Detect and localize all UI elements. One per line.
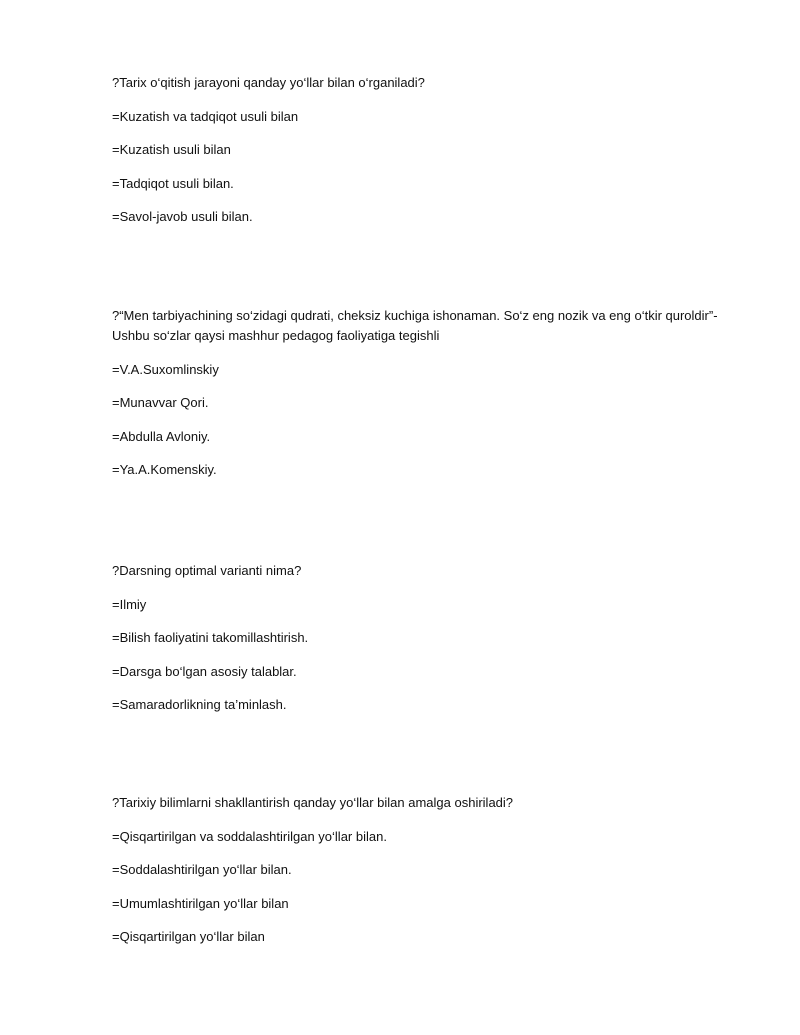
answer-option: =Munavvar Qori. [112,395,209,410]
answer-option: =Ilmiy [112,596,147,612]
answer-option: =Kuzatish usuli bilan [112,142,231,157]
answer-option: =Qisqartirilgan yo‘llar bilan [112,929,265,944]
answer-option: =Samaradorlikning ta’minlash. [112,697,287,712]
question-text-line-1: ?“Men tarbiyachining so‘zidagi qudrati, cheksiz kuchiga ishonaman. So‘z eng nozik va eng o‘tkir quroldir”- [112,308,718,323]
answer-option: =Soddalashtirilgan yo‘llar bilan. [112,862,292,877]
answer-option: =Bilish faoliyatini takomillashtirish. [112,630,309,645]
question-block-2 [112,306,752,480]
question-text: ?Tarixiy bilimlarni shakllantirish qanday yo‘llar bilan amalga oshiriladi? [112,795,514,810]
question-block-3 [112,561,752,715]
answer-option: =Kuzatish va tadqiqot usuli bilan [112,108,299,124]
answer-option: =Qisqartirilgan va soddalashtirilgan yo‘llar bilan. [112,828,387,844]
answer-option: =Abdulla Avloniy. [112,428,211,444]
answer-option: =Umumlashtirilgan yo‘llar bilan [112,895,289,911]
question-text-line-2: Ushbu so‘zlar qaysi mashhur pedagog faoliyatiga tegishli [112,328,440,343]
question-text: ?Tarix o‘qitish jarayoni qanday yo‘llar bilan o‘rganiladi? [112,75,425,90]
question-block-1 [112,73,752,227]
question-text: ?Darsning optimal varianti nima? [112,563,302,578]
answer-option: =Darsga bo‘lgan asosiy talablar. [112,663,297,679]
answer-option: =V.A.Suxomlinskiy [112,361,219,377]
answer-option: =Ya.A.Komenskiy. [112,462,217,477]
answer-option: =Savol-javob usuli bilan. [112,209,253,224]
answer-option: =Tadqiqot usuli bilan. [112,175,234,191]
question-block-4 [112,793,752,947]
